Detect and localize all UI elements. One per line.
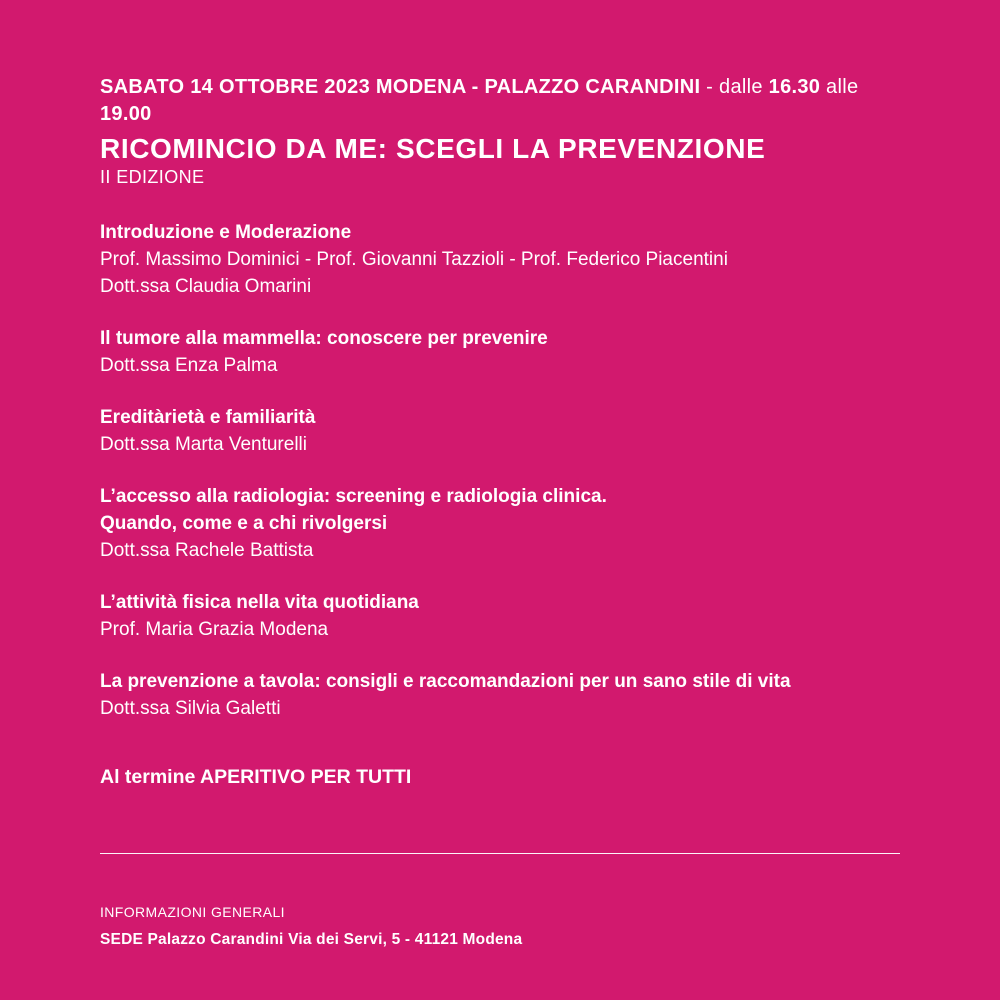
- session-tumore-mammella: [100, 325, 900, 379]
- session-ereditarieta: [100, 404, 900, 458]
- session-title: L’attività fisica nella vita quotidiana: [100, 592, 419, 613]
- end-time: 19.00: [100, 103, 152, 125]
- session-speaker: Prof. Maria Grazia Modena: [100, 619, 329, 640]
- alle-label: alle: [820, 76, 865, 98]
- session-title: La prevenzione a tavola: consigli e raccomandazioni per un sano stile di vita: [100, 671, 791, 692]
- session-title: Ereditàrietà e familiarità: [100, 407, 316, 428]
- start-time: 16.30: [768, 76, 821, 98]
- session-speaker: Dott.ssa Enza Palma: [100, 355, 278, 376]
- date-separator: -: [700, 76, 720, 98]
- event-title: RICOMINCIO DA ME: SCEGLI LA PREVENZIONE: [100, 133, 766, 164]
- venue-address-line: SEDE Palazzo Carandini Via dei Servi, 5 - 41121 Modena: [100, 931, 523, 948]
- event-edition: II EDIZIONE: [100, 167, 205, 187]
- session-title: Introduzione e Moderazione: [100, 222, 352, 243]
- session-speaker: Dott.ssa Rachele Battista: [100, 540, 314, 561]
- session-title: Quando, come e a chi rivolgersi: [100, 513, 388, 534]
- session-attivita-fisica: [100, 589, 900, 643]
- session-speaker: Dott.ssa Claudia Omarini: [100, 276, 312, 297]
- info-generali-label: INFORMAZIONI GENERALI: [100, 904, 285, 920]
- session-title: Il tumore alla mammella: conoscere per prevenire: [100, 328, 548, 349]
- session-speaker: Dott.ssa Marta Venturelli: [100, 434, 307, 455]
- session-speaker: Prof. Massimo Dominici - Prof. Giovanni Tazzioli - Prof. Federico Piacentini: [100, 249, 728, 270]
- event-date-line: [100, 74, 900, 128]
- session-speaker: Dott.ssa Silvia Galetti: [100, 698, 281, 719]
- session-radiologia: [100, 483, 900, 564]
- closing-aperitivo-line: Al termine APERITIVO PER TUTTI: [100, 766, 412, 788]
- dalle-label: dalle: [719, 76, 769, 98]
- session-introduzione: [100, 219, 900, 300]
- session-prevenzione-tavola: [100, 668, 900, 722]
- footer-divider: [100, 853, 900, 854]
- session-title: L’accesso alla radiologia: screening e radiologia clinica.: [100, 486, 607, 507]
- date-place-text: SABATO 14 OTTOBRE 2023 MODENA - PALAZZO CARANDINI: [100, 76, 701, 98]
